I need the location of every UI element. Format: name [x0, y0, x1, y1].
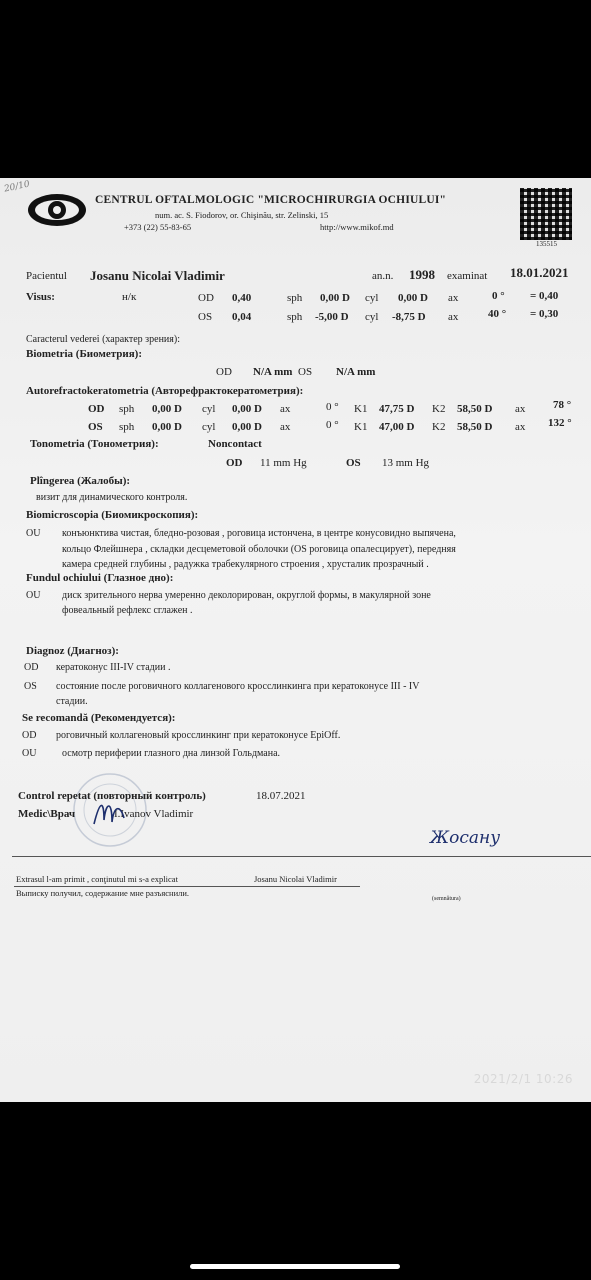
sign-label: (semnătura): [432, 896, 461, 902]
exam-label: examinat: [447, 270, 488, 282]
autoref-sph: 0,00 D: [152, 421, 182, 433]
visus-cyl: 0,00 D: [398, 292, 428, 304]
visus-ax: 0 °: [492, 290, 505, 302]
autoref-k2: 58,50 D: [457, 403, 493, 415]
k1-label: K1: [354, 421, 368, 433]
diagnosis-eye: OS: [24, 681, 37, 692]
cyl-label: cyl: [202, 403, 216, 415]
control-label: Control repetat (повторный контроль): [18, 790, 206, 802]
autoref-cyl: 0,00 D: [232, 421, 262, 433]
fundus-label: Fundul ochiului (Глазное дно):: [26, 572, 174, 584]
recommend-eye: OU: [22, 748, 37, 759]
autoref-ax2: 78 °: [553, 399, 572, 411]
birth-year: 1998: [409, 267, 435, 282]
visus-eye: OS: [198, 311, 213, 323]
ax-label: ax: [448, 292, 459, 304]
complaints-text: визит для динамического контроля.: [36, 492, 188, 503]
receipt-ro: Extrasul l-am primit , conţinutul mi s-a explicat: [16, 874, 178, 884]
sph-label: sph: [287, 292, 303, 304]
ax-label: ax: [280, 403, 291, 415]
tonometry-os: 13 mm Hg: [382, 457, 430, 469]
autoref-eye: OD: [88, 403, 105, 415]
k1-label: K1: [354, 403, 368, 415]
doctor-label: Medic\Врач: [18, 808, 76, 820]
birth-label: an.n.: [372, 270, 394, 282]
biomicroscopy-line: кольцо Флейшнера , складки десцеметовой оболочки (OS роговица опалесцирует), передняя: [62, 544, 456, 555]
biometry-od-label: OD: [216, 366, 232, 378]
diagnosis-eye: OD: [24, 662, 39, 673]
sph-label: sph: [119, 403, 135, 415]
recommend-text: роговичный коллагеновый кросслинкинг при кератоконусе EpiOff.: [56, 730, 341, 741]
visus-sph: -5,00 D: [315, 311, 349, 323]
ax-label: ax: [515, 403, 526, 415]
k2-label: K2: [432, 403, 446, 415]
patient-name: Josanu Nicolai Vladimir: [90, 268, 225, 283]
diagnosis-text: состояние после роговичного коллагенового кросслинкинга при кератоконусе III - IV: [56, 681, 420, 692]
visus-result: = 0,30: [530, 308, 559, 320]
recommend-eye: OD: [22, 730, 37, 741]
document-page: [0, 178, 591, 1102]
biomicroscopy-label: Biomicroscopia (Биомикроскопия):: [26, 509, 199, 521]
doctor-signature-icon: [90, 794, 130, 834]
tonometry-label: Tonometria (Тонометрия):: [30, 438, 159, 450]
divider: [14, 886, 360, 887]
biomicroscopy-line: конъюнктива чистая, бледно-розовая , роговица истончена, в центре конусовидно выпячена,: [62, 528, 456, 539]
visus-label: Visus:: [26, 291, 55, 303]
autoref-ax: 0 °: [326, 419, 339, 431]
tonometry-os-label: OS: [346, 457, 361, 469]
diagnosis-text: стадии.: [56, 696, 88, 707]
qr-code: [520, 188, 572, 240]
cyl-label: cyl: [365, 311, 379, 323]
clinic-phone: +373 (22) 55-83-65: [124, 222, 192, 232]
patient-label: Pacientul: [26, 270, 67, 282]
patient-signature: Жосану: [430, 828, 501, 848]
eye-logo-icon: [26, 192, 88, 228]
exam-date: 18.01.2021: [510, 265, 569, 280]
control-date: 18.07.2021: [256, 790, 306, 802]
sph-label: sph: [119, 421, 135, 433]
cyl-label: cyl: [202, 421, 216, 433]
diagnosis-text: кератоконус III-IV стадии .: [56, 662, 171, 673]
recommend-label: Se recomandă (Рекомендуется):: [22, 712, 176, 724]
ax-label: ax: [280, 421, 291, 433]
biometry-os: N/A mm: [336, 366, 376, 378]
ax-label: ax: [448, 311, 459, 323]
receipt-ru: Выписку получил, содержание мне разъяснили.: [16, 888, 190, 898]
k2-label: K2: [432, 421, 446, 433]
visus-eye: OD: [198, 292, 214, 304]
corner-note: 20/10: [3, 179, 31, 195]
home-indicator[interactable]: [190, 1264, 400, 1269]
autoref-cyl: 0,00 D: [232, 403, 262, 415]
biomicroscopy-eye: OU: [26, 528, 41, 539]
clinic-address: num. ac. S. Fiodorov, or. Chişinău, str. Zelinski, 15: [155, 210, 329, 220]
clinic-name: CENTRUL OFTALMOLOGIC "MICROCHIRURGIA OCHIULUI": [95, 194, 447, 206]
biometry-os-label: OS: [298, 366, 313, 378]
fundus-line: диск зрительного нерва умеренно деколорирован, округлой формы, в макулярной зоне: [62, 590, 431, 601]
qr-number: 135515: [536, 240, 557, 248]
autoref-eye: OS: [88, 421, 103, 433]
autoref-k1: 47,00 D: [379, 421, 415, 433]
doctor-name: I.Ivanov Vladimir: [114, 808, 194, 820]
fundus-line: фовеальный рефлекс сглажен .: [62, 605, 193, 616]
tonometry-od: 11 mm Hg: [260, 457, 307, 469]
autoref-sph: 0,00 D: [152, 403, 182, 415]
complaints-label: Plîngerea (Жалобы):: [30, 475, 131, 487]
footer-patient-name: Josanu Nicolai Vladimir: [254, 874, 337, 884]
divider: [12, 856, 591, 857]
visus-cyl: -8,75 D: [392, 311, 426, 323]
fundus-eye: OU: [26, 590, 41, 601]
visus-ax: 40 °: [488, 308, 507, 320]
visus-sph: 0,00 D: [320, 292, 350, 304]
autoref-ax2: 132 °: [548, 417, 572, 429]
biometry-label: Biometria (Биометрия):: [26, 348, 142, 360]
biometry-od: N/A mm: [253, 366, 293, 378]
autoref-k2: 58,50 D: [457, 421, 493, 433]
color-vision-label: Caracterul vederei (характер зрения):: [26, 334, 180, 345]
autoref-ax: 0 °: [326, 401, 339, 413]
clinic-website: http://www.mikof.md: [320, 222, 394, 232]
cyl-label: cyl: [365, 292, 379, 304]
sph-label: sph: [287, 311, 303, 323]
recommend-text: осмотр периферии глазного дна линзой Гольдмана.: [62, 748, 281, 759]
diagnosis-label: Diagnoz (Диагноз):: [26, 645, 119, 657]
biomicroscopy-line: камера средней глубины , радужка трабекулярного строения , хрусталик прозрачный .: [62, 559, 429, 570]
visus-value: 0,04: [232, 311, 252, 323]
visus-note: н/к: [122, 291, 137, 303]
photo-timestamp: 2021/2/1 10:26: [473, 1072, 573, 1086]
tonometry-method: Noncontact: [208, 438, 262, 450]
autoref-label: Autorefractokeratometria (Авторефрактокератометрия):: [26, 385, 304, 397]
tonometry-od-label: OD: [226, 457, 243, 469]
ax-label: ax: [515, 421, 526, 433]
visus-result: = 0,40: [530, 290, 559, 302]
autoref-k1: 47,75 D: [379, 403, 415, 415]
visus-value: 0,40: [232, 292, 252, 304]
